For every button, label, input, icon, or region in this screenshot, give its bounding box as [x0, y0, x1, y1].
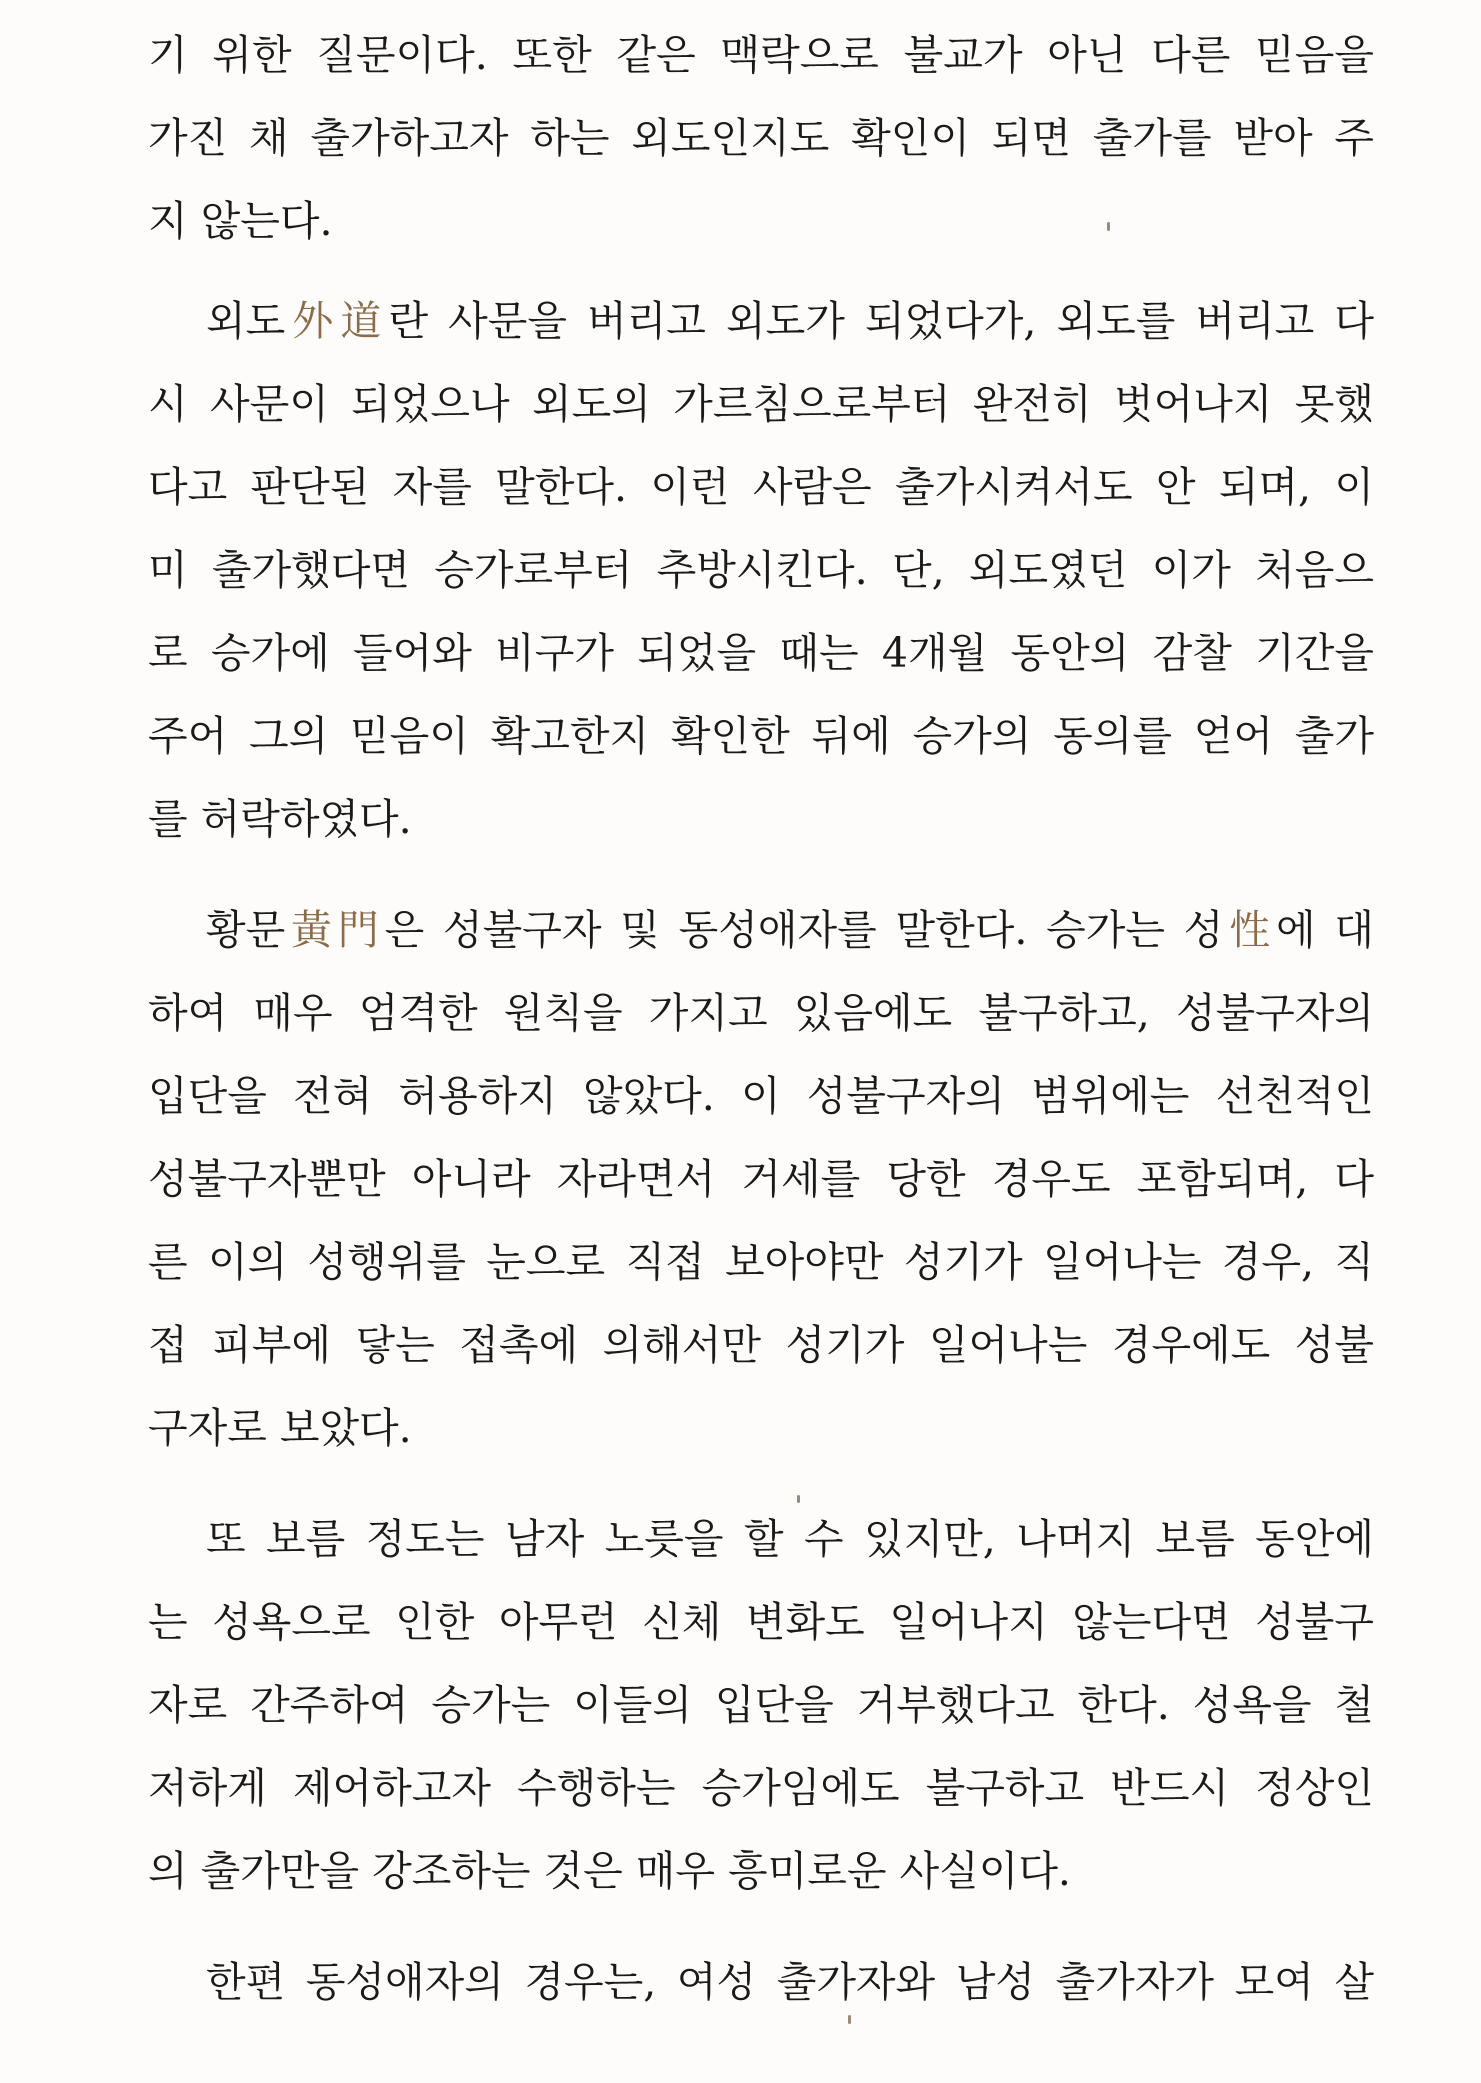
hanja-annotation: 外道: [285, 297, 389, 345]
scan-speck: [797, 1495, 800, 1503]
line-text: 또 보름 정도는 남자 노릇을 할 수 있지만, 나머지 보름 동안에: [206, 1515, 1374, 1563]
text-line: [206, 1509, 1374, 1569]
line-text: 가진 채 출가하고자 하는 외도인지도 확인이 되면 출가를 받아 주: [148, 114, 1374, 162]
text-line: [206, 291, 1374, 351]
line-text: 에 대: [1276, 906, 1375, 954]
line-text: 구자로 보았다.: [148, 1404, 412, 1452]
line-text: 자로 간주하여 승가는 이들의 입단을 거부했다고 한다. 성욕을 철: [148, 1681, 1374, 1729]
text-line: [148, 1149, 1374, 1209]
text-line: [148, 1758, 1374, 1818]
line-text: 른 이의 성행위를 눈으로 직접 보아야만 성기가 일어나는 경우, 직: [148, 1238, 1374, 1286]
text-line: [148, 1592, 1374, 1652]
text-line: [148, 1841, 1374, 1901]
text-line: [148, 1675, 1374, 1735]
line-text: 를 허락하였다.: [148, 795, 412, 843]
hanja-annotation: 性: [1223, 906, 1276, 954]
text-line: [148, 25, 1374, 85]
scan-speck: [1107, 222, 1110, 231]
hanja-annotation: 黃門: [285, 906, 385, 954]
line-text: 한편 동성애자의 경우는, 여성 출가자와 남성 출가자가 모여 살: [206, 1958, 1374, 2006]
line-text: 기 위한 질문이다. 또한 같은 맥락으로 불교가 아닌 다른 믿음을: [148, 31, 1374, 79]
line-text: 하여 매우 엄격한 원칙을 가지고 있음에도 불구하고, 성불구자의: [148, 989, 1374, 1037]
line-text: 다고 판단된 자를 말한다. 이런 사람은 출가시켜서도 안 되며, 이: [148, 463, 1374, 511]
text-line: [148, 108, 1374, 168]
line-text: 시 사문이 되었으나 외도의 가르침으로부터 완전히 벗어나지 못했: [148, 380, 1374, 428]
text-line: [148, 1066, 1374, 1126]
text-line: [148, 540, 1374, 600]
line-text: 란 사문을 버리고 외도가 되었다가, 외도를 버리고 다: [388, 297, 1374, 345]
text-line: [148, 1398, 1374, 1458]
text-line: [148, 623, 1374, 683]
line-text: 황문: [206, 906, 286, 954]
text-line: [148, 457, 1374, 517]
line-text: 저하게 제어하고자 수행하는 승가임에도 불구하고 반드시 정상인: [148, 1764, 1374, 1812]
text-line: [206, 900, 1374, 960]
line-text: 입단을 전혀 허용하지 않았다. 이 성불구자의 범위에는 선천적인: [148, 1072, 1374, 1120]
text-line: [206, 1952, 1374, 2012]
line-text: 접 피부에 닿는 접촉에 의해서만 성기가 일어나는 경우에도 성불: [148, 1321, 1374, 1369]
text-line: [148, 1315, 1374, 1375]
text-line: [148, 191, 1374, 251]
scan-speck: [848, 2015, 851, 2024]
line-text: 주어 그의 믿음이 확고한지 확인한 뒤에 승가의 동의를 얻어 출가: [148, 712, 1374, 760]
text-line: [148, 983, 1374, 1043]
line-text: 의 출가만을 강조하는 것은 매우 흥미로운 사실이다.: [148, 1847, 1071, 1895]
line-text: 는 성욕으로 인한 아무런 신체 변화도 일어나지 않는다면 성불구: [148, 1598, 1374, 1646]
text-line: [148, 789, 1374, 849]
line-text: 미 출가했다면 승가로부터 추방시킨다. 단, 외도였던 이가 처음으: [148, 546, 1374, 594]
text-line: [148, 374, 1374, 434]
text-line: [148, 1232, 1374, 1292]
line-text: 외도: [206, 297, 286, 345]
text-line: [148, 706, 1374, 766]
line-text: 지 않는다.: [148, 197, 333, 245]
line-text: 성불구자뿐만 아니라 자라면서 거세를 당한 경우도 포함되며, 다: [148, 1155, 1374, 1203]
line-text: 로 승가에 들어와 비구가 되었을 때는 4개월 동안의 감찰 기간을: [148, 629, 1374, 677]
line-text: 은 성불구자 및 동성애자를 말한다. 승가는 성: [384, 906, 1224, 954]
